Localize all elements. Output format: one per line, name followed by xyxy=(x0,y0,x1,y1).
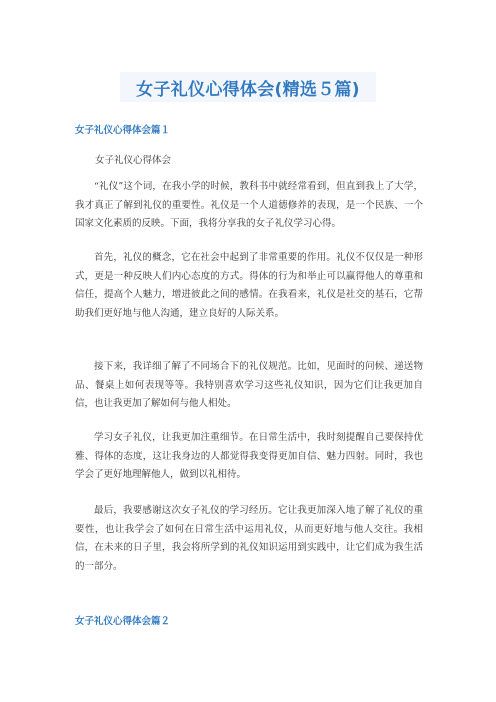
paragraph-3: 接下来，我详细了解了不同场合下的礼仪规范。比如，见面时的问候、递送物品、餐桌上如何表现等等。我特别喜欢学习这些礼仪知识，因为它们让我更加自信，也让我更加了解如何与他人相处。 xyxy=(75,361,423,409)
paragraph-2: 首先，礼仪的概念，它在社会中起到了非常重要的作用。礼仪不仅仅是一种形式，更是一种反映人们内心态度的方式。得体的行为和举止可以赢得他人的尊重和信任，提高个人魅力，增进彼此之间的感情。在我看来，礼仪是社交的基石，它帮助我们更好地与他人沟通，建立良好的人际关系。 xyxy=(75,252,423,319)
title-banner xyxy=(120,72,376,102)
section-subtitle: 女子礼仪心得体会 xyxy=(95,155,172,166)
section-heading-1: 女子礼仪心得体会篇１ xyxy=(75,125,171,136)
paragraph-4: 学习女子礼仪，让我更加注重细节。在日常生活中，我时刻提醒自己要保持优雅、得体的态度，这让我身边的人都觉得我变得更加自信、魅力四射。同时，我也学会了更好地理解他人，做到以礼相待。 xyxy=(75,432,423,480)
paragraph-1: “礼仪”这个词，在我小学的时候，教科书中就经常看到，但直到我上了大学，我才真正了解到礼仪的重要性。礼仪是一个人道德修养的表现，是一个民族、一个国家文化素质的反映。下面，我将分享我的女子礼仪学习心得。 xyxy=(75,181,423,229)
document-title: 女子礼仪心得体会(精选５篇) xyxy=(136,79,360,100)
paragraph-5: 最后，我要感谢这次女子礼仪的学习经历。它让我更加深入地了解了礼仪的重要性，也让我学会了如何在日常生活中运用礼仪，从而更好地与他人交往。我相信，在未来的日子里，我会将所学到的礼仪知识运用到实践中，让它们成为我生活的一部分。 xyxy=(75,505,423,572)
section-heading-2: 女子礼仪心得体会篇２ xyxy=(75,616,171,627)
